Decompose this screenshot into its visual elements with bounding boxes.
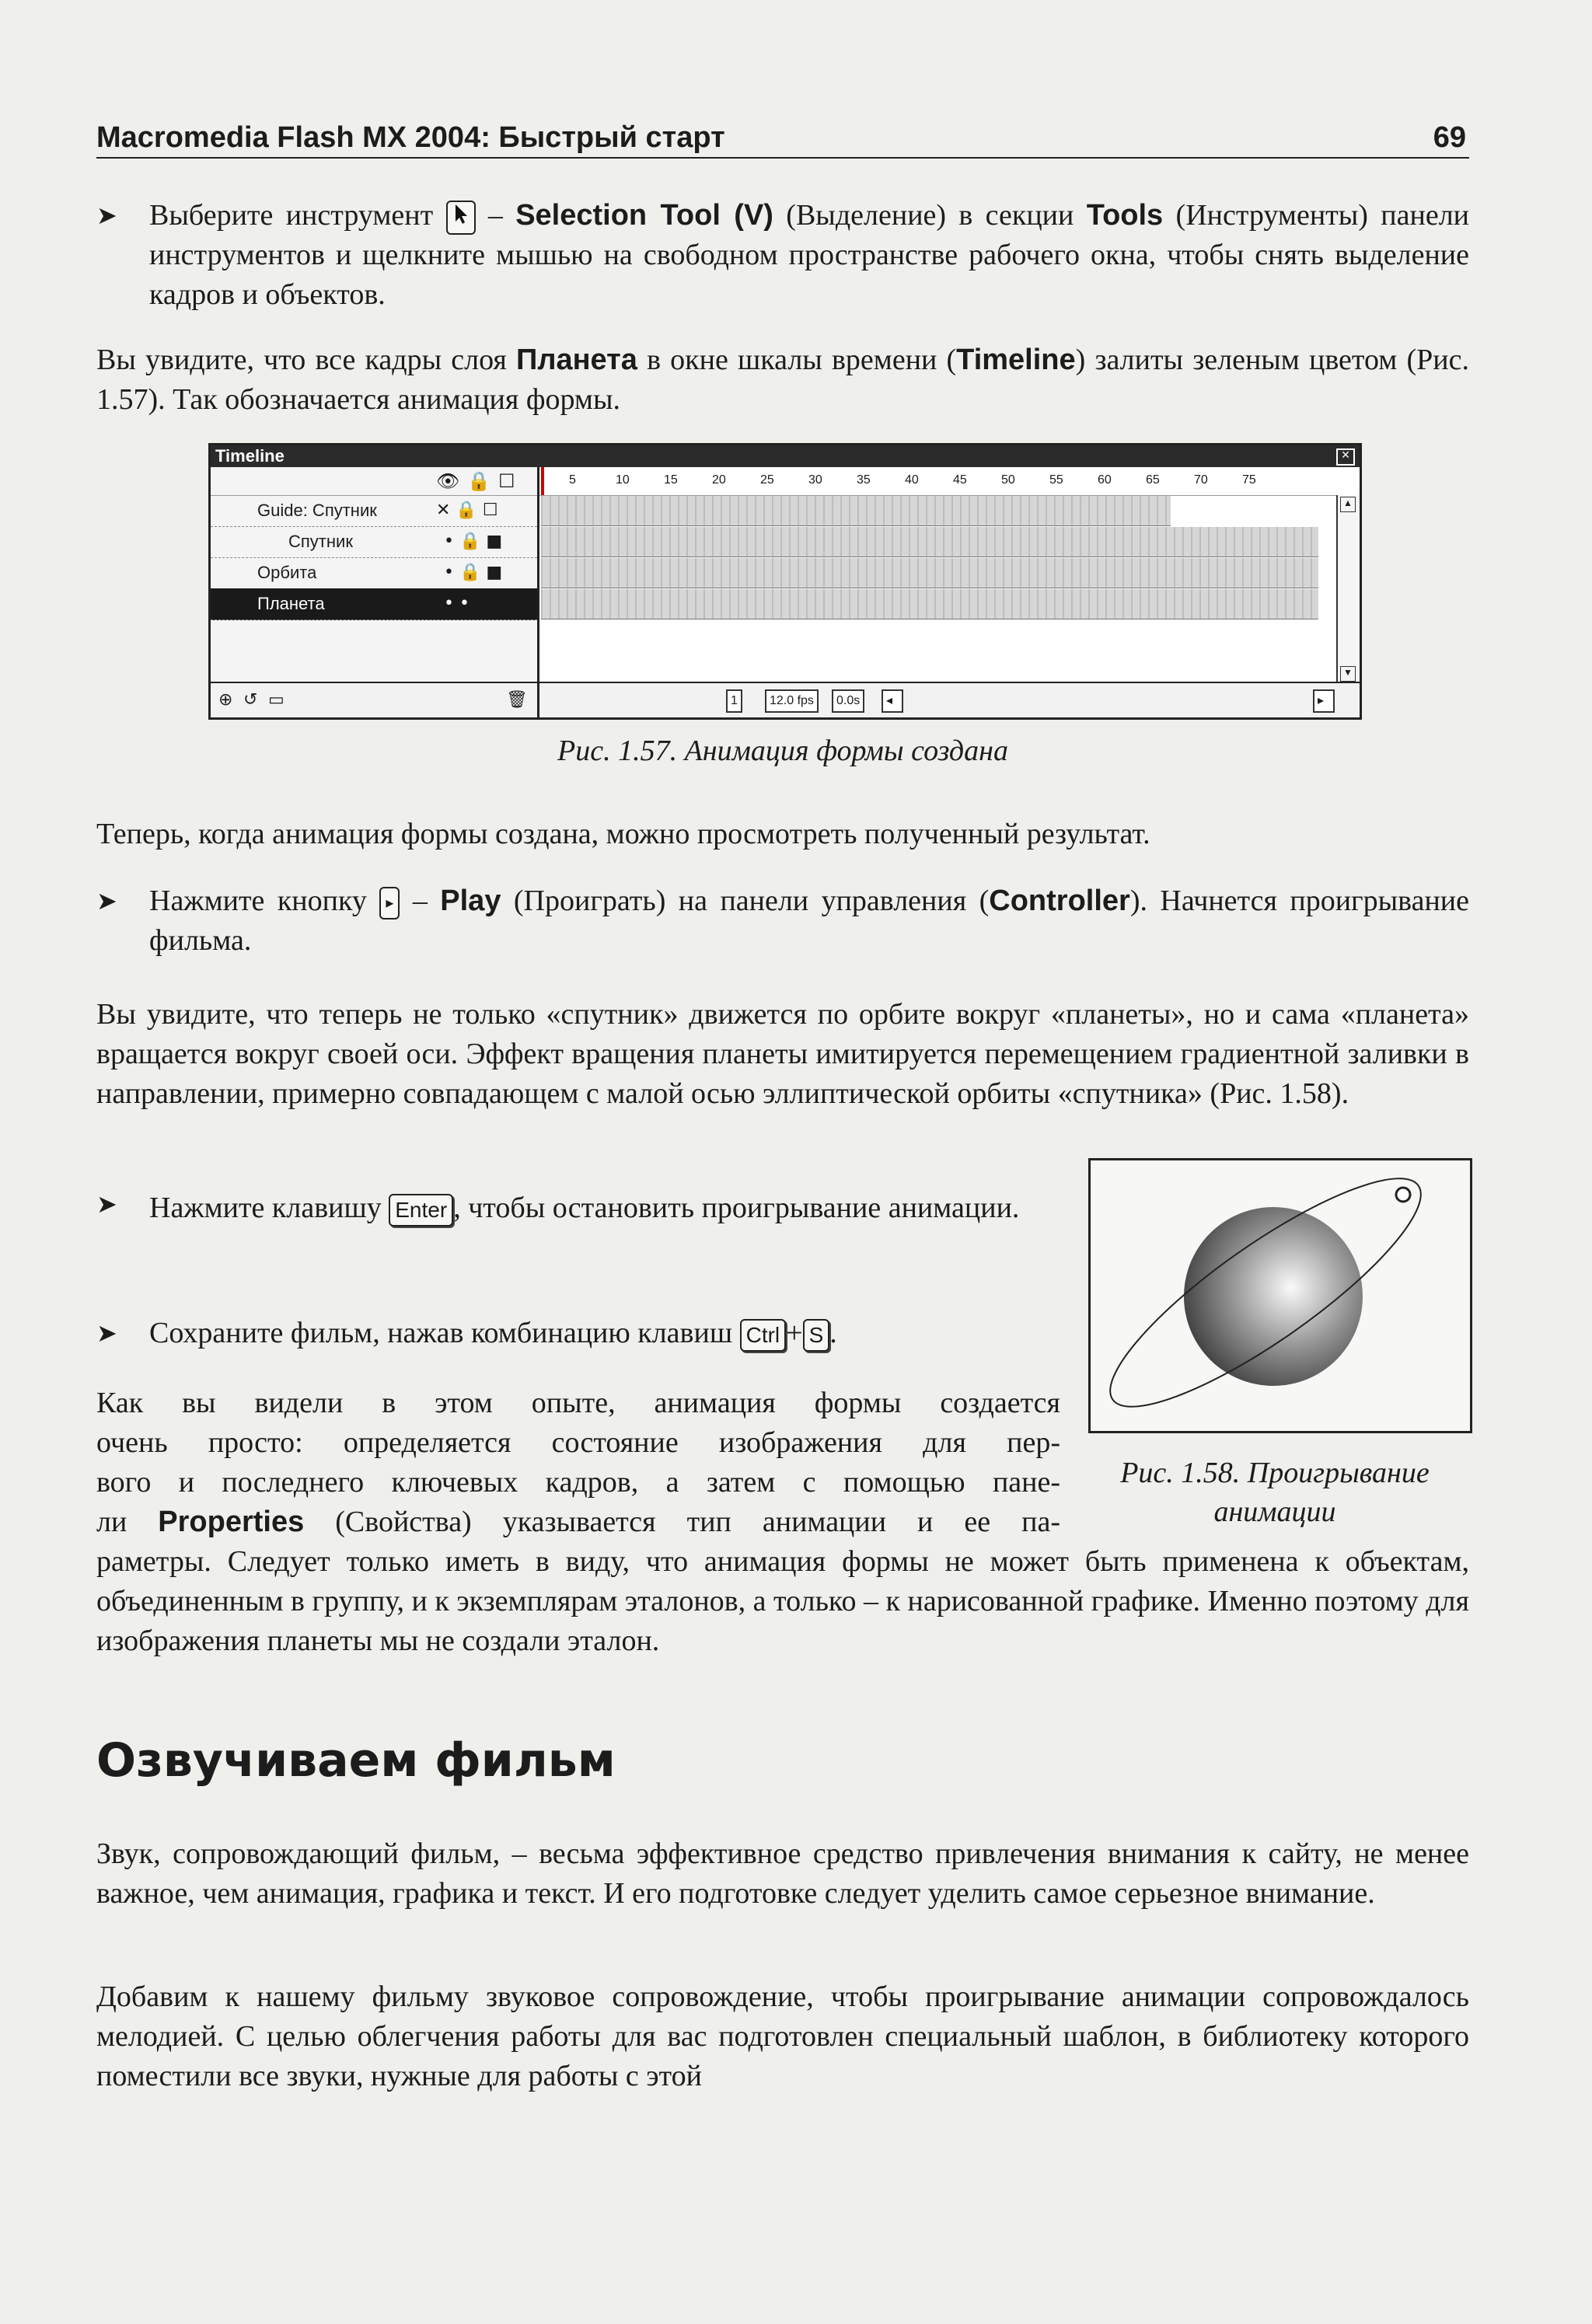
add-guide-icon[interactable]: ↺ [243, 690, 258, 710]
bullet-arrow-icon: ➤ [96, 1318, 117, 1348]
bullet-save [96, 1314, 1060, 1360]
bullet-text: Нажмите клавишу Enter , чтобы остановить проигрывание анимации. [149, 1185, 1060, 1231]
add-folder-icon[interactable]: ▭ [268, 690, 285, 710]
outline-icon[interactable]: ☐ [498, 470, 515, 492]
elapsed-time: 0.0s [832, 689, 864, 713]
frame-rate[interactable]: 12.0 fps [765, 689, 819, 713]
bullet-arrow-icon: ➤ [96, 886, 117, 916]
timeline-panel-figure [208, 443, 1362, 720]
s-key-icon: S [803, 1319, 830, 1352]
scroll-left-icon[interactable]: ◂ [882, 689, 903, 713]
add-layer-icon[interactable]: ⊕ [218, 690, 233, 710]
ctrl-key-icon: Ctrl [740, 1319, 787, 1352]
paragraph: Звук, сопровождающий фильм, – весьма эффективное средство привлечения внимания к сайту, не менее важное, чем анимация, графика и текст. И его подготовке следует уделить самое серьезное внимание. [96, 1837, 1469, 1910]
layer-tools [211, 682, 537, 717]
enter-key-icon: Enter [389, 1194, 453, 1227]
bullet-text: Сохраните фильм, нажав комбинацию клавиш Ctrl + S . [149, 1314, 1060, 1353]
layer-header-row [211, 467, 537, 496]
frame-row[interactable] [541, 496, 1171, 526]
timeline-status-bar [539, 682, 1360, 717]
section-heading: Озвучиваем фильм [96, 1733, 616, 1788]
trash-icon[interactable]: 🗑 [506, 690, 528, 710]
frame-ruler: 5 10 15 20 25 30 35 40 45 50 55 60 65 70 75 [539, 467, 1360, 496]
frame-row[interactable] [541, 558, 1318, 588]
running-header [96, 121, 1469, 159]
current-frame: 1 [726, 689, 742, 713]
eye-icon[interactable]: 👁 [436, 470, 460, 492]
playhead[interactable] [541, 467, 544, 495]
paragraph: раметры. Следует только иметь в виду, что анимация формы не может быть применена к объектам, объединенным в группу, и к экземплярам эталонов, а только – к нарисованной графике. Именно поэтому для изображения планеты мы не создали эталон. [96, 1545, 1469, 1657]
satellite [1396, 1188, 1410, 1202]
book-title: Macromedia Flash MX 2004: Быстрый старт [96, 121, 725, 154]
play-button-icon: ▸ [379, 887, 400, 919]
planet [1184, 1207, 1363, 1386]
bullet-text: Выберите инструмент – Selection Tool (V) (Выделение) в секции Tools (Инструменты) панели инструментов и щелкните мышью на свободном пространстве рабочего окна, чтобы снять выделение кадров и объектов. [149, 199, 1469, 311]
figure-caption: Рис. 1.57. Анимация формы создана [557, 735, 1008, 767]
vertical-scrollbar[interactable]: ▲ ▼ [1336, 495, 1360, 683]
timeline-title-bar: Timeline [211, 445, 1360, 467]
scroll-right-icon[interactable]: ▸ [1313, 689, 1335, 713]
layer-row-selected[interactable]: Планета • • [211, 588, 537, 620]
layer-row[interactable]: Спутник • 🔒 ■ [211, 526, 537, 558]
planet-orbit-illustration [1091, 1160, 1470, 1431]
paragraph-timeline-note: Вы увидите, что все кадры слоя Планета в окне шкалы времени (Timeline) залиты зеленым цветом (Рис. 1.57). Так обозначается анимация формы. [96, 344, 1469, 416]
layer-list [211, 467, 539, 717]
bullet-select-tool [96, 196, 1469, 320]
arrow-tool-icon [446, 201, 476, 235]
bullet-text: Нажмите кнопку ▸ – Play (Проиграть) на панели управления (Controller). Начнется проигрывание фильма. [149, 885, 1470, 957]
layer-row[interactable]: Guide: Спутник ✕ 🔒 ☐ [211, 495, 537, 527]
paragraph: Как вы видели в этом опыте, анимация формы создается очень просто: определяется состояние изображения для пер- вого и последнего ключевых кадров, а затем с помощью пане- ли Properties (Свойства) указывается тип анимации и ее па- [96, 1387, 1060, 1538]
bullet-enter [96, 1185, 1060, 1270]
lock-icon[interactable]: 🔒 [467, 470, 491, 492]
bullet-arrow-icon: ➤ [96, 201, 117, 230]
planet-animation-figure [1088, 1158, 1472, 1433]
close-icon[interactable]: ✕ [1336, 448, 1355, 466]
figure-caption: Рис. 1.58. Проигрывание анимации [1120, 1457, 1430, 1528]
frame-row[interactable] [541, 589, 1318, 619]
paragraph: Теперь, когда анимация формы создана, можно просмотреть полученный результат. [96, 818, 1150, 850]
paragraph: Вы увидите, что теперь не только «спутник» движется по орбите вокруг «планеты», но и сама «планета» вращается вокруг своей оси. Эффект вращения планеты имитируется перемещением градиентной заливки в направлении, примерно совпадающем с малой осью эллиптической орбиты «спутника» (Рис. 1.58). [96, 998, 1469, 1110]
layer-row[interactable]: Орбита • 🔒 ■ [211, 557, 537, 589]
frames-area [539, 467, 1360, 717]
paragraph: Добавим к нашему фильму звуковое сопровождение, чтобы проигрывание анимации сопровождалось мелодией. С целью облегчения работы для вас подготовлен специальный шаблон, в библиотеку которого поместили все звуки, нужные для работы с этой [96, 1980, 1469, 2092]
frame-row[interactable] [541, 527, 1318, 557]
bullet-arrow-icon: ➤ [96, 1189, 117, 1219]
bullet-play [96, 881, 1469, 967]
page-number: 69 [1433, 121, 1466, 154]
